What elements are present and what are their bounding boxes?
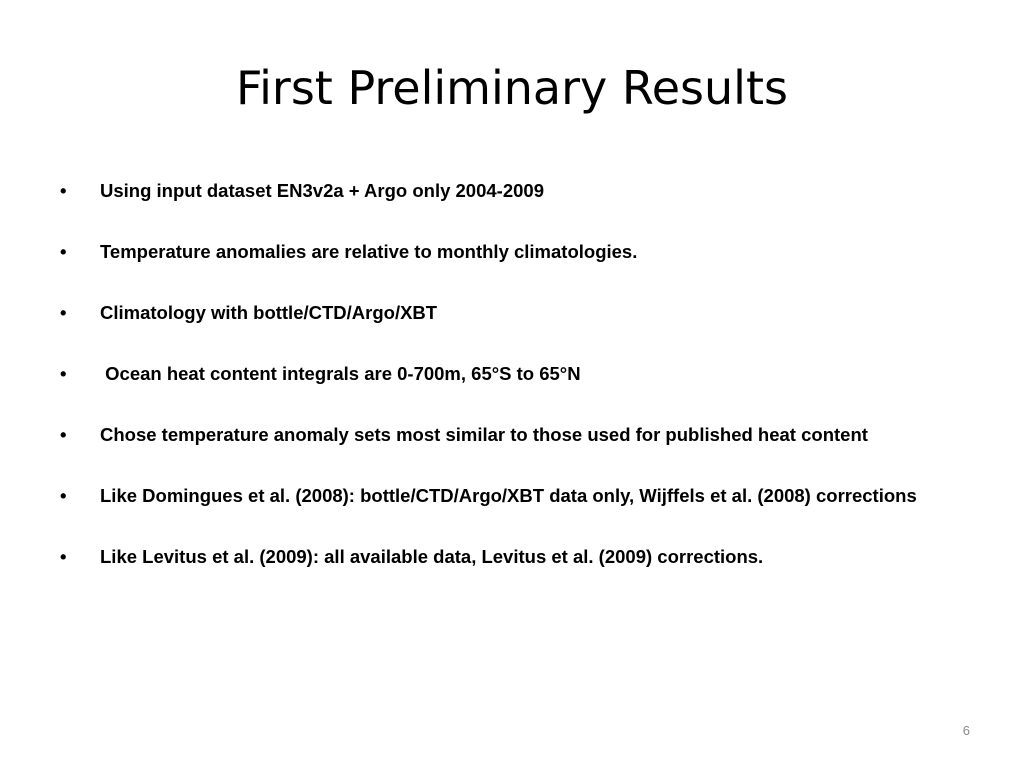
bullet-icon: • (60, 485, 67, 506)
list-item (60, 300, 960, 325)
list-item (60, 544, 960, 569)
bullet-text: Ocean heat content integrals are 0-700m, 65°S to 65°N (100, 363, 581, 384)
bullet-text: Like Levitus et al. (2009): all available data, Levitus et al. (2009) corrections. (100, 546, 764, 567)
list-item (60, 361, 960, 386)
list-item (60, 422, 960, 447)
bullet-text: Like Domingues et al. (2008): bottle/CTD/Argo/XBT data only, Wijffels et al. (2008) corrections (100, 485, 917, 506)
list-item (60, 178, 960, 203)
bullet-text: Climatology with bottle/CTD/Argo/XBT (100, 302, 438, 323)
slide-title: First Preliminary Results (236, 61, 788, 115)
bullet-list (60, 178, 960, 605)
page-number: 6 (962, 723, 970, 738)
list-item (60, 483, 960, 508)
list-item (60, 239, 960, 264)
bullet-text: Temperature anomalies are relative to monthly climatologies. (100, 241, 638, 262)
bullet-icon: • (60, 302, 67, 323)
bullet-text: Chose temperature anomaly sets most similar to those used for published heat content (100, 424, 868, 445)
bullet-icon: • (60, 241, 67, 262)
bullet-icon: • (60, 424, 67, 445)
bullet-icon: • (60, 180, 67, 201)
bullet-icon: • (60, 546, 67, 567)
bullet-text: Using input dataset EN3v2a + Argo only 2004-2009 (100, 180, 544, 201)
bullet-icon: • (60, 363, 67, 384)
